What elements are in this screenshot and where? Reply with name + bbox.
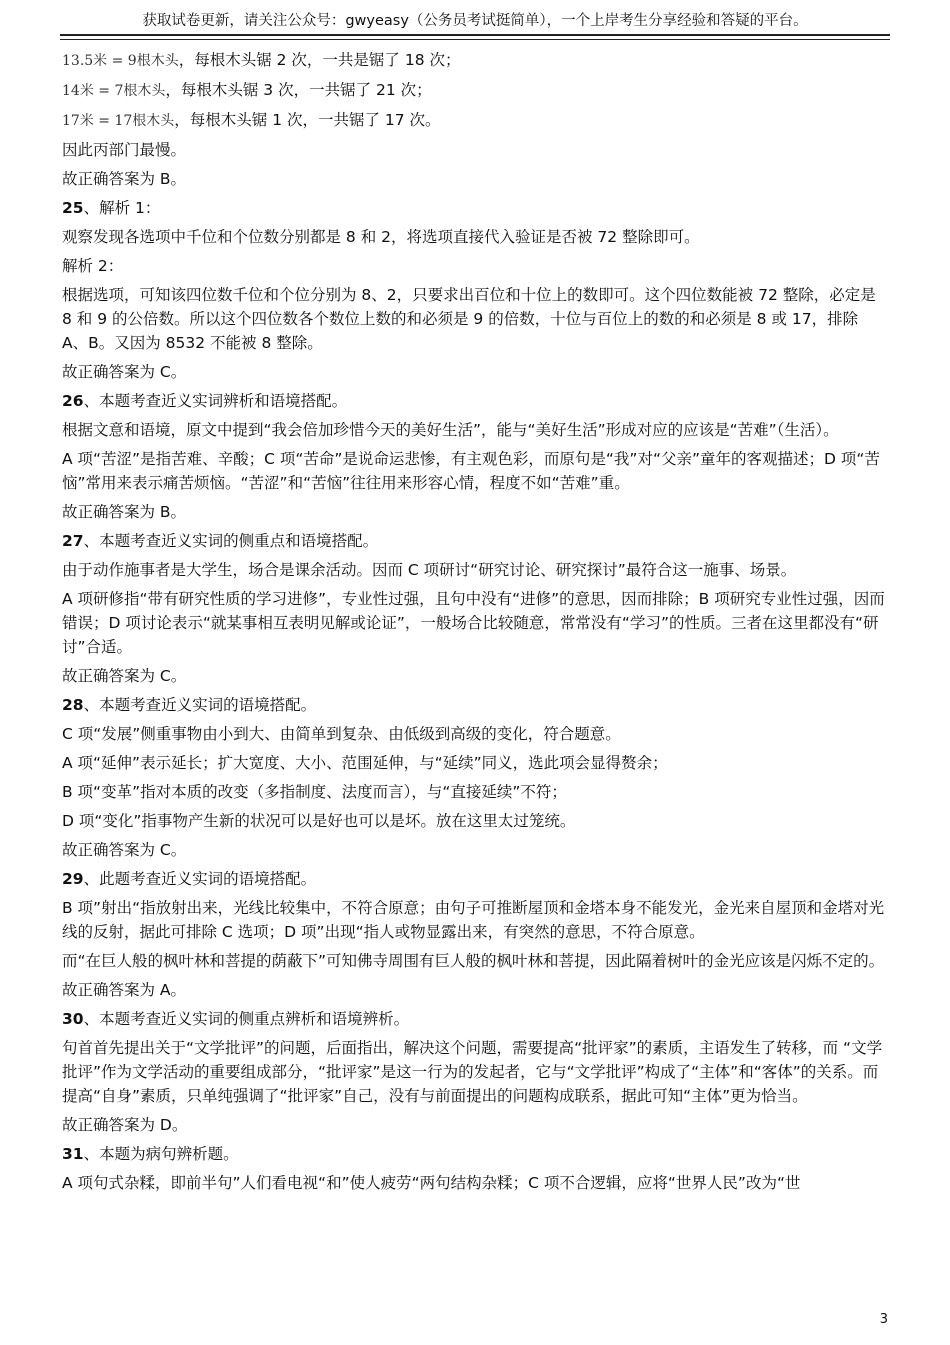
paragraph: 因此丙部门最慢。 <box>62 141 187 159</box>
paragraph: A 项研修指“带有研究性质的学习进修”，专业性过强，且句中没有“进修”的意思，因而排除；B 项研究专业性过强，因而错误；D 项讨论表示“就某事相互表明见解或论证”，一般场合比较随意，常常没有“学习”的性质。三者在这里都没有“研讨”合适。 <box>62 590 885 656</box>
answer-line: 故正确答案为 C。 <box>62 841 187 859</box>
answer-line: 故正确答案为 C。 <box>62 363 187 381</box>
paragraph: A 项“苦涩”是指苦难、辛酸；C 项“苦命”是说命运悲惨，有主观色彩，而原句是“我”对“父亲”童年的客观描述；D 项“苦恼”常用来表示痛苦烦恼。“苦涩”和“苦恼”往往用来形容心情，程度不如“苦难”重。 <box>62 450 880 492</box>
calc-line <box>62 108 888 133</box>
header-rule-thin <box>60 39 890 40</box>
formula: 13.5米 = 9根木头 <box>62 53 179 69</box>
question-heading <box>62 1007 888 1031</box>
paragraph: D 项“变化”指事物产生新的状况可以是好也可以是坏。放在这里太过笼统。 <box>62 812 576 830</box>
paragraph: C 项“发展”侧重事物由小到大、由简单到复杂、由低级到高级的变化，符合题意。 <box>62 725 621 743</box>
question-number: 31 <box>62 1145 84 1163</box>
answer-line: 故正确答案为 B。 <box>62 503 187 521</box>
question-heading <box>62 867 888 891</box>
question-heading <box>62 529 888 553</box>
question-heading <box>62 1142 888 1166</box>
question-title: 、本题考查近义实词的语境搭配。 <box>83 696 317 714</box>
question-heading <box>62 389 888 413</box>
paragraph: 观察发现各选项中千位和个位数分别都是 8 和 2，将选项直接代入验证是否被 72 整除即可。 <box>62 228 700 246</box>
paragraph: A 项句式杂糅，即前半句”人们看电视“和”使人疲劳“两句结构杂糅；C 项不合逻辑，应将“世界人民”改为“世 <box>62 1174 801 1192</box>
question-number: 28 <box>62 696 84 714</box>
calc-line <box>62 78 888 103</box>
paragraph: 而“在巨人般的枫叶林和菩提的荫蔽下”可知佛寺周围有巨人般的枫叶林和菩提，因此隔着树叶的金光应该是闪烁不定的。 <box>62 952 885 970</box>
formula: 14米 = 7根木头 <box>62 83 166 99</box>
paragraph: 由于动作施事者是大学生，场合是课余活动。因而 C 项研讨“研究讨论、研究探讨”最符合这一施事、场景。 <box>62 561 797 579</box>
question-title: 、解析 1： <box>83 199 161 217</box>
calc-line <box>62 48 888 73</box>
paragraph: A 项“延伸”表示延长；扩大宽度、大小、范围延伸，与“延续”同义，选此项会显得赘余； <box>62 754 668 772</box>
question-number: 26 <box>62 392 84 410</box>
answer-line: 故正确答案为 A。 <box>62 981 187 999</box>
question-title: 、此题考查近义实词的语境搭配。 <box>83 870 317 888</box>
question-title: 、本题考查近义实词的侧重点和语境搭配。 <box>83 532 379 550</box>
question-number: 25 <box>62 199 84 217</box>
calc-text: ，每根木头锯 3 次，一共锯了 21 次； <box>165 81 432 99</box>
paragraph: B 项”射出“指放射出来，光线比较集中，不符合原意；由句子可推断屋顶和金塔本身不能发光，金光来自屋顶和金塔对光线的反射，据此可排除 C 选项；D 项”出现“指人或物显露出来，有突然的意思，不符合原意。 <box>62 899 885 941</box>
page-header: 获取试卷更新，请关注公众号：gwyeasy（公务员考试挺简单），一个上岸考生分享经验和答疑的平台。 <box>142 13 808 29</box>
header-rule-thick <box>60 34 890 36</box>
paragraph: 根据文意和语境，原文中提到“我会倍加珍惜今天的美好生活”，能与“美好生活”形成对应的应该是“苦难”（生活）。 <box>62 421 839 439</box>
question-number: 29 <box>62 870 84 888</box>
page-content <box>62 48 888 1200</box>
paragraph: 根据选项，可知该四位数千位和个位分别为 8、2，只要求出百位和十位上的数即可。这个四位数能被 72 整除，必定是 8 和 9 的公倍数。所以这个四位数各个数位上数的和必须是 9 的倍数，十位与百位上的数的和必须是 8 或 17，排除 A、B。又因为 8532 不能被 8 整除。 <box>62 286 876 352</box>
question-number: 30 <box>62 1010 84 1028</box>
formula: 17米 = 17根木头 <box>62 113 175 129</box>
calc-text: ，每根木头锯 1 次，一共锯了 17 次。 <box>174 111 441 129</box>
answer-line: 故正确答案为 D。 <box>62 1116 188 1134</box>
paragraph: 句首首先提出关于“文学批评”的问题，后面指出，解决这个问题，需要提高“批评家”的素质，主语发生了转移，而 “文学批评”作为文学活动的重要组成部分，“批评家”是这一行为的发起者，它与“文学批评”构成了“主体”和“客体”的关系。而提高“自身”素质，只单纯强调了“批评家”自己，没有与前面提出的问题构成联系，据此可知“主体”更为恰当。 <box>62 1039 883 1105</box>
answer-line: 故正确答案为 C。 <box>62 667 187 685</box>
question-title: 、本题考查近义实词的侧重点辨析和语境辨析。 <box>83 1010 410 1028</box>
page-number: 3 <box>879 1312 888 1327</box>
question-number: 27 <box>62 532 84 550</box>
answer-line: 故正确答案为 B。 <box>62 170 187 188</box>
question-heading <box>62 196 888 220</box>
calc-text: ，每根木头锯 2 次，一共是锯了 18 次； <box>178 51 461 69</box>
question-title: 、本题考查近义实词辨析和语境搭配。 <box>83 392 348 410</box>
question-heading <box>62 693 888 717</box>
question-title: 、本题为病句辨析题。 <box>83 1145 239 1163</box>
paragraph: B 项“变革”指对本质的改变（多指制度、法度而言），与“直接延续”不符； <box>62 783 567 801</box>
paragraph: 解析 2： <box>62 257 124 275</box>
